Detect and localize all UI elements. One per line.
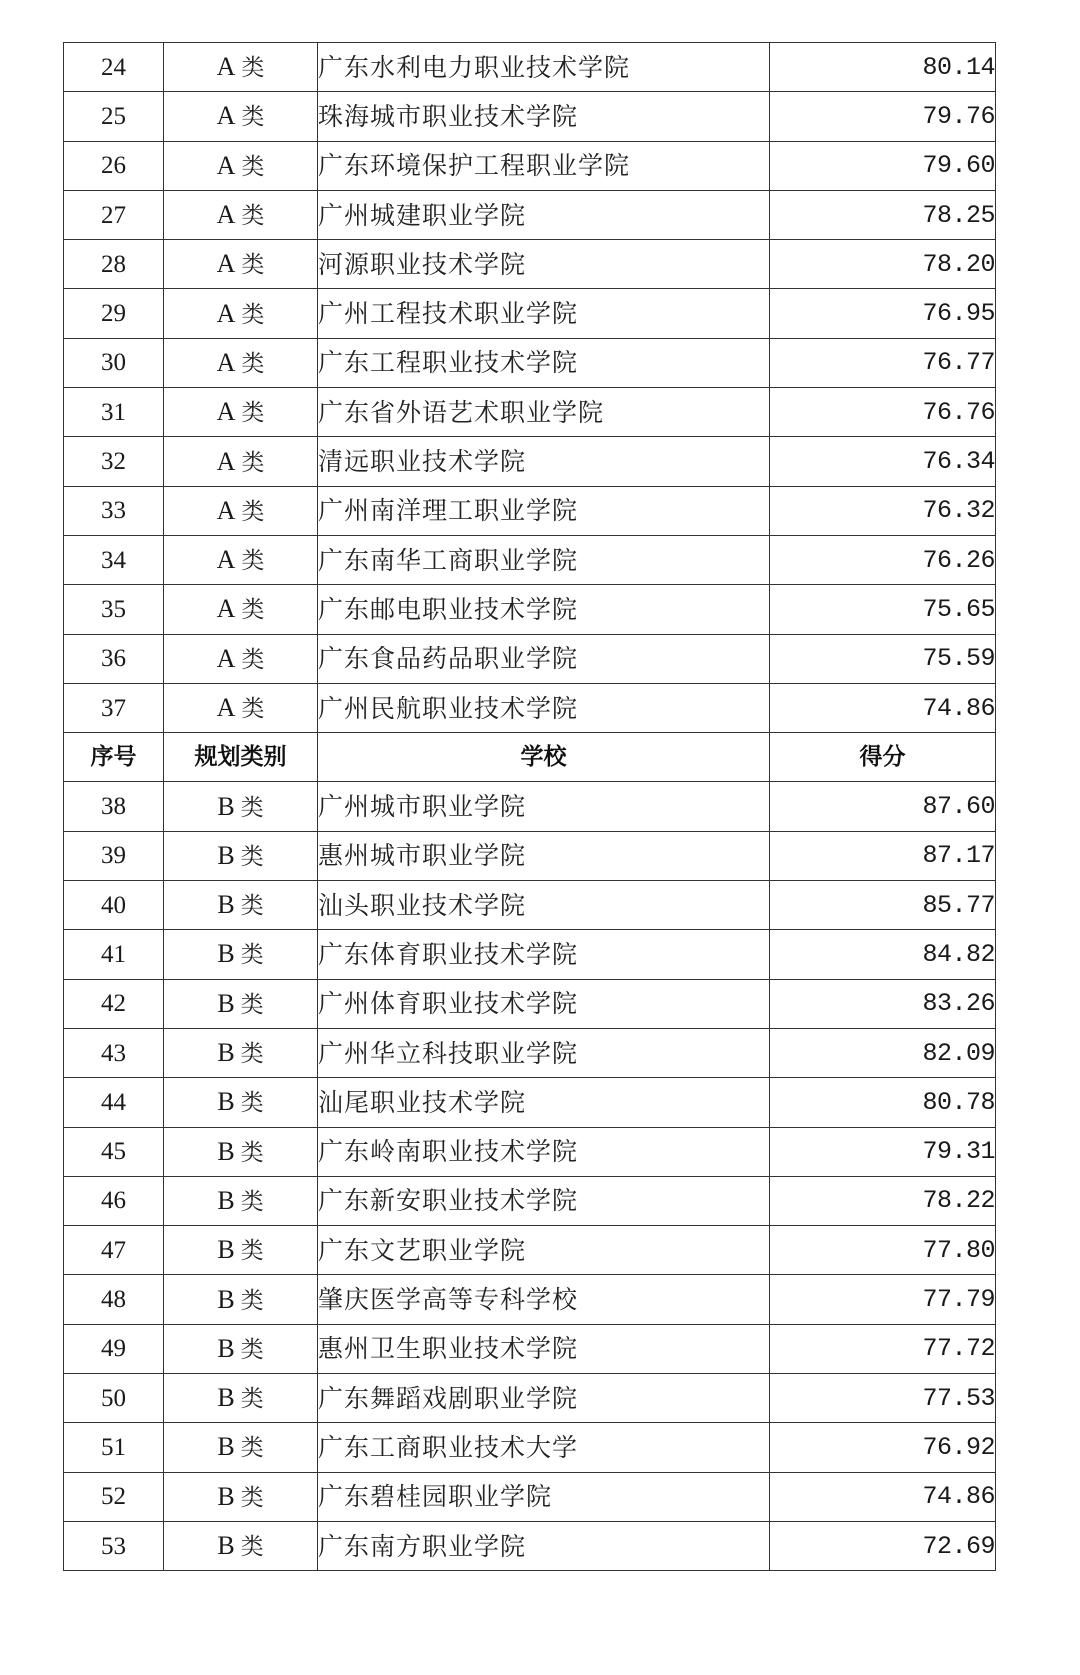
row-number: 41 <box>64 930 164 979</box>
table-row <box>64 338 996 387</box>
table-row <box>64 190 996 239</box>
table-row <box>64 486 996 535</box>
table-row <box>64 881 996 930</box>
school-name: 广东工商职业技术大学 <box>318 1423 770 1472</box>
school-name: 广东舞蹈戏剧职业学院 <box>318 1374 770 1423</box>
planning-category <box>164 881 318 930</box>
planning-category <box>164 437 318 486</box>
table-row <box>64 683 996 732</box>
category-letter: A <box>216 693 236 722</box>
table-row <box>64 831 996 880</box>
category-letter: A <box>216 397 236 427</box>
table-row <box>64 535 996 584</box>
category-letter: A <box>216 298 236 328</box>
planning-category <box>164 585 318 634</box>
category-suffix: 类 <box>241 548 265 575</box>
school-name: 广东碧桂园职业学院 <box>318 1472 770 1521</box>
table-row <box>64 979 996 1028</box>
score-value: 76.76 <box>770 388 996 437</box>
planning-category <box>164 1521 318 1570</box>
category-suffix: 类 <box>240 1484 264 1511</box>
score-value: 78.22 <box>770 1176 996 1225</box>
school-name: 广东南方职业学院 <box>318 1521 770 1570</box>
category-suffix: 类 <box>241 301 265 328</box>
row-number: 42 <box>64 979 164 1028</box>
header-school: 学校 <box>318 733 770 782</box>
score-value: 79.31 <box>770 1127 996 1176</box>
score-value: 75.59 <box>770 634 996 683</box>
planning-category <box>164 683 318 732</box>
table-row <box>64 43 996 92</box>
category-letter: B <box>217 1087 235 1117</box>
category-letter: A <box>216 101 236 131</box>
category-suffix: 类 <box>241 646 265 673</box>
table-row <box>64 585 996 634</box>
category-letter: A <box>216 545 236 575</box>
planning-category <box>164 782 318 831</box>
score-value: 76.32 <box>770 486 996 535</box>
planning-category <box>164 634 318 683</box>
table-row <box>64 1127 996 1176</box>
planning-category <box>164 1423 318 1472</box>
table-row <box>64 1226 996 1275</box>
score-value: 87.17 <box>770 831 996 880</box>
school-name: 汕尾职业技术学院 <box>318 1078 770 1127</box>
header-score: 得分 <box>770 733 996 782</box>
school-name: 广州民航职业技术学院 <box>318 683 770 732</box>
table-row <box>64 634 996 683</box>
school-name: 惠州城市职业学院 <box>318 831 770 880</box>
planning-category <box>164 141 318 190</box>
school-name: 广东文艺职业学院 <box>318 1226 770 1275</box>
planning-category <box>164 388 318 437</box>
score-value: 80.78 <box>770 1078 996 1127</box>
row-number: 33 <box>64 486 164 535</box>
planning-category <box>164 1275 318 1324</box>
school-name: 广州华立科技职业学院 <box>318 1028 770 1077</box>
school-name: 广东南华工商职业学院 <box>318 535 770 584</box>
category-suffix: 类 <box>241 696 265 722</box>
category-letter: A <box>216 249 236 279</box>
category-letter: B <box>217 791 235 821</box>
score-value: 76.95 <box>770 289 996 338</box>
category-letter: B <box>217 1333 235 1363</box>
table-row <box>64 1521 996 1570</box>
table-header-row <box>64 733 996 782</box>
category-letter: A <box>216 446 236 476</box>
score-value: 77.72 <box>770 1324 996 1373</box>
category-letter: B <box>217 1038 235 1068</box>
row-number: 32 <box>64 437 164 486</box>
category-letter: B <box>217 1531 235 1561</box>
school-name: 汕头职业技术学院 <box>318 881 770 930</box>
row-number: 29 <box>64 289 164 338</box>
planning-category <box>164 1078 318 1127</box>
category-letter: B <box>217 1284 235 1314</box>
score-value: 74.86 <box>770 683 996 732</box>
table-row <box>64 1078 996 1127</box>
school-name: 广东环境保护工程职业学院 <box>318 141 770 190</box>
planning-category <box>164 92 318 141</box>
score-value: 84.82 <box>770 930 996 979</box>
category-suffix: 类 <box>240 1238 264 1265</box>
category-suffix: 类 <box>241 350 265 377</box>
planning-category <box>164 535 318 584</box>
category-letter: B <box>217 1383 235 1413</box>
category-letter: B <box>217 939 235 969</box>
table-row <box>64 92 996 141</box>
category-letter: B <box>217 1235 235 1265</box>
table-row <box>64 1275 996 1324</box>
planning-category <box>164 240 318 289</box>
row-number: 53 <box>64 1521 164 1570</box>
school-name: 惠州卫生职业技术学院 <box>318 1324 770 1373</box>
row-number: 46 <box>64 1176 164 1225</box>
header-no: 序号 <box>64 733 164 782</box>
row-number: 26 <box>64 141 164 190</box>
score-value: 78.25 <box>770 190 996 239</box>
table-row <box>64 1472 996 1521</box>
category-suffix: 类 <box>240 1386 264 1413</box>
table-row <box>64 1324 996 1373</box>
planning-category <box>164 979 318 1028</box>
planning-category <box>164 338 318 387</box>
category-letter: B <box>217 1432 235 1462</box>
category-suffix: 类 <box>240 1287 264 1314</box>
table-row <box>64 782 996 831</box>
table-row <box>64 289 996 338</box>
category-suffix: 类 <box>241 597 265 624</box>
row-number: 44 <box>64 1078 164 1127</box>
planning-category <box>164 930 318 979</box>
row-number: 47 <box>64 1226 164 1275</box>
row-number: 50 <box>64 1374 164 1423</box>
school-name: 广东体育职业技术学院 <box>318 930 770 979</box>
row-number: 43 <box>64 1028 164 1077</box>
row-number: 37 <box>64 683 164 732</box>
category-suffix: 类 <box>240 893 264 920</box>
school-name: 广东新安职业技术学院 <box>318 1176 770 1225</box>
category-letter: B <box>217 1481 235 1511</box>
row-number: 25 <box>64 92 164 141</box>
category-b-header <box>64 733 996 782</box>
category-suffix: 类 <box>241 104 265 131</box>
row-number: 45 <box>64 1127 164 1176</box>
score-value: 87.60 <box>770 782 996 831</box>
school-name: 肇庆医学高等专科学校 <box>318 1275 770 1324</box>
category-suffix: 类 <box>241 449 265 476</box>
row-number: 48 <box>64 1275 164 1324</box>
table-row <box>64 388 996 437</box>
score-value: 76.77 <box>770 338 996 387</box>
category-letter: A <box>216 347 236 377</box>
score-value: 77.80 <box>770 1226 996 1275</box>
category-suffix: 类 <box>240 1041 264 1068</box>
row-number: 40 <box>64 881 164 930</box>
planning-category <box>164 1127 318 1176</box>
category-b-rows <box>64 782 996 1571</box>
category-suffix: 类 <box>240 991 264 1018</box>
table-row <box>64 1028 996 1077</box>
score-value: 72.69 <box>770 1521 996 1570</box>
category-suffix: 类 <box>241 153 265 180</box>
category-letter: B <box>217 1185 235 1215</box>
school-name: 珠海城市职业技术学院 <box>318 92 770 141</box>
planning-category <box>164 486 318 535</box>
category-letter: A <box>216 594 236 624</box>
school-name: 广州城建职业学院 <box>318 190 770 239</box>
score-value: 79.60 <box>770 141 996 190</box>
table-row <box>64 240 996 289</box>
table-row <box>64 1374 996 1423</box>
school-name: 广东水利电力职业技术学院 <box>318 43 770 92</box>
category-suffix: 类 <box>241 252 265 279</box>
table-row <box>64 1423 996 1472</box>
school-name: 清远职业技术学院 <box>318 437 770 486</box>
category-suffix: 类 <box>240 1534 264 1561</box>
category-letter: B <box>217 840 235 870</box>
planning-category <box>164 1226 318 1275</box>
category-letter: B <box>217 1136 235 1166</box>
header-category: 规划类别 <box>164 733 318 782</box>
table-row <box>64 1176 996 1225</box>
planning-category <box>164 190 318 239</box>
category-letter: A <box>216 52 236 82</box>
row-number: 36 <box>64 634 164 683</box>
category-suffix: 类 <box>240 1090 264 1117</box>
planning-category <box>164 289 318 338</box>
score-value: 78.20 <box>770 240 996 289</box>
table-row <box>64 930 996 979</box>
planning-category <box>164 1028 318 1077</box>
table-row <box>64 141 996 190</box>
school-name: 广东食品药品职业学院 <box>318 634 770 683</box>
planning-category <box>164 1472 318 1521</box>
score-value: 85.77 <box>770 881 996 930</box>
row-number: 27 <box>64 190 164 239</box>
planning-category <box>164 1374 318 1423</box>
category-suffix: 类 <box>240 1435 264 1462</box>
score-value: 76.92 <box>770 1423 996 1472</box>
row-number: 38 <box>64 782 164 831</box>
score-value: 79.76 <box>770 92 996 141</box>
category-a-rows <box>64 43 996 733</box>
school-name: 广州体育职业技术学院 <box>318 979 770 1028</box>
planning-category <box>164 831 318 880</box>
category-letter: B <box>217 988 235 1018</box>
school-name: 广东工程职业技术学院 <box>318 338 770 387</box>
document-page <box>63 42 995 1571</box>
school-name: 广州城市职业学院 <box>318 782 770 831</box>
score-value: 77.79 <box>770 1275 996 1324</box>
score-value: 83.26 <box>770 979 996 1028</box>
row-number: 51 <box>64 1423 164 1472</box>
row-number: 31 <box>64 388 164 437</box>
planning-category <box>164 1176 318 1225</box>
row-number: 30 <box>64 338 164 387</box>
category-suffix: 类 <box>240 1188 264 1215</box>
school-name: 广州工程技术职业学院 <box>318 289 770 338</box>
row-number: 39 <box>64 831 164 880</box>
category-letter: B <box>217 890 235 920</box>
row-number: 35 <box>64 585 164 634</box>
category-suffix: 类 <box>240 1336 264 1363</box>
row-number: 52 <box>64 1472 164 1521</box>
row-number: 34 <box>64 535 164 584</box>
category-suffix: 类 <box>241 498 265 525</box>
score-value: 82.09 <box>770 1028 996 1077</box>
category-letter: A <box>216 495 236 525</box>
school-name: 广东岭南职业技术学院 <box>318 1127 770 1176</box>
row-number: 28 <box>64 240 164 289</box>
category-letter: A <box>216 200 236 230</box>
planning-category <box>164 1324 318 1373</box>
planning-category <box>164 43 318 92</box>
row-number: 24 <box>64 43 164 92</box>
category-suffix: 类 <box>240 942 264 969</box>
category-letter: A <box>216 643 236 673</box>
category-suffix: 类 <box>240 843 264 870</box>
score-value: 76.26 <box>770 535 996 584</box>
category-suffix: 类 <box>241 203 265 230</box>
school-name: 广东邮电职业技术学院 <box>318 585 770 634</box>
category-letter: A <box>216 150 236 180</box>
table-row <box>64 437 996 486</box>
category-suffix: 类 <box>240 1139 264 1166</box>
score-value: 77.53 <box>770 1374 996 1423</box>
school-name: 河源职业技术学院 <box>318 240 770 289</box>
school-name: 广州南洋理工职业学院 <box>318 486 770 535</box>
score-value: 76.34 <box>770 437 996 486</box>
school-ranking-table <box>63 42 996 1571</box>
school-name: 广东省外语艺术职业学院 <box>318 388 770 437</box>
score-value: 74.86 <box>770 1472 996 1521</box>
category-suffix: 类 <box>241 400 265 427</box>
row-number: 49 <box>64 1324 164 1373</box>
score-value: 80.14 <box>770 43 996 92</box>
category-suffix: 类 <box>240 794 264 821</box>
score-value: 75.65 <box>770 585 996 634</box>
category-suffix: 类 <box>241 55 265 82</box>
